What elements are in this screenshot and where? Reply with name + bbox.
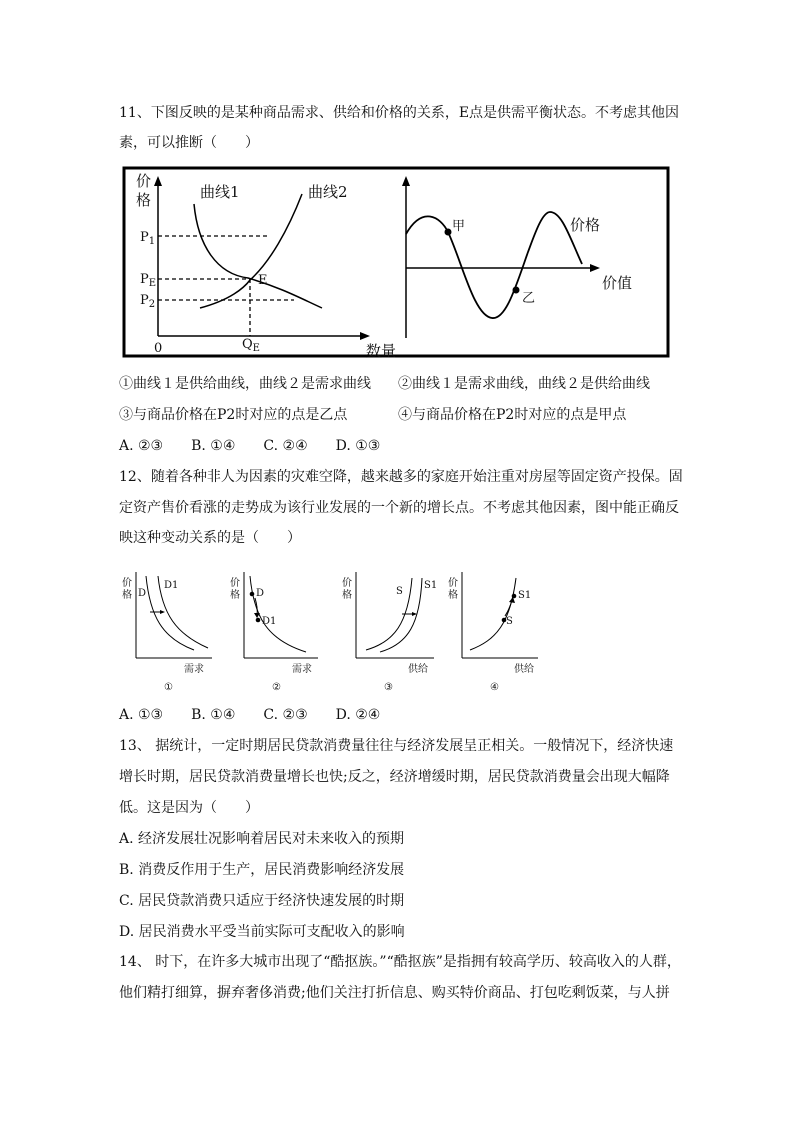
graph-1-label-d1: D1 [164, 580, 179, 591]
x-axis-label: 数量 [366, 342, 397, 360]
supply-demand-graph [136, 172, 396, 360]
qe-label: $Q_E$ [242, 337, 260, 354]
curve2 [200, 194, 302, 308]
point-yi-label: 乙 [522, 291, 536, 306]
graph-2-y-label-1: 价 [230, 578, 240, 589]
q14-stem-line2: 他们精打细算，摒弃奢侈消费;他们关注打折信息、购买特价商品、打包吃剩饭菜，与人拼 [119, 985, 670, 1001]
graph-2-y-label-2: 格 [230, 590, 240, 601]
graph-4-move-arrow [505, 600, 512, 616]
q11-option-1: ①曲线１是供给曲线，曲线２是需求曲线 [119, 376, 371, 392]
q12-stem-line3: 映这种变动关系的是（ ） [119, 530, 301, 546]
price-value-graph [402, 176, 632, 338]
point-yi [513, 287, 520, 294]
graph-3-number: ③ [384, 682, 393, 693]
q12-figures [118, 568, 558, 694]
p1-label: $P_1$ [140, 230, 156, 247]
q13-stem-line2: 增长时期，居民贷款消费量增长也快;反之，经济增缓时期，居民贷款消费量会出现大幅降 [119, 769, 670, 785]
value-label: 价值 [602, 274, 633, 292]
p2-label: $P_2$ [140, 293, 156, 310]
q11-option-4: ④与商品价格在P2时对应的点是甲点 [398, 407, 627, 423]
graph-1-y-label-2: 格 [122, 590, 132, 601]
y-axis-arrow [154, 176, 162, 186]
graph-2-x-label: 需求 [292, 664, 312, 675]
q11-stem-line2: 素，可以推断（ ） [119, 135, 259, 151]
graph-1-number: ① [164, 682, 173, 693]
curve2-label: 曲线2 [308, 183, 348, 201]
graph-1-y-label-1: 价 [122, 578, 132, 589]
q12-stem-line1: 12、随着各种非人为因素的灾难空降，越来越多的家庭开始注重对房屋等固定资产投保。固 [119, 469, 683, 485]
point-jia-label: 甲 [452, 219, 466, 234]
curve1 [194, 204, 322, 308]
q13-option-b: B. 消费反作用于生产，居民消费影响经济发展 [119, 862, 405, 878]
price-curve [406, 212, 582, 318]
q13-stem-line1: 13、 据统计，一定时期居民贷款消费量往往与经济发展呈正相关。一般情况下，经济快速 [119, 738, 674, 754]
q11-option-3: ③与商品价格在P2时对应的点是乙点 [119, 407, 348, 423]
graph-4-label-s: S [506, 616, 513, 627]
vertical-axis-arrow [402, 176, 410, 186]
graph-1 [122, 572, 212, 693]
graph-4 [448, 572, 538, 693]
q11-stem-line1: 11、下图反映的是某种商品需求、供给和价格的关系，E点是供需平衡状态。不考虑其他因 [119, 105, 680, 121]
q11-figure [122, 166, 670, 360]
graph-2-label-d: D [256, 588, 265, 599]
graph-3-label-s1: S1 [424, 580, 438, 591]
graph-4-y-label-1: 价 [448, 578, 458, 589]
q11-option-2: ②曲线１是需求曲线，曲线２是供给曲线 [398, 376, 650, 392]
graph-4-number: ④ [490, 682, 499, 693]
x-axis-arrow [360, 332, 370, 340]
graph-4-point-s1 [512, 594, 517, 599]
graph-3-x-label: 供给 [408, 664, 428, 675]
y-axis-label-1: 价 [136, 172, 152, 190]
graph-2-label-d1: D1 [262, 616, 277, 627]
q12-choices: A. ①③ B. ①④ C. ②③ D. ②④ [119, 707, 381, 723]
graph-2 [230, 572, 318, 693]
graph-4-label-s1: S1 [518, 590, 532, 601]
curve1-label: 曲线1 [200, 183, 240, 201]
graph-4-x-label: 供给 [514, 664, 534, 675]
graph-2-point-d1 [256, 618, 261, 623]
q13-option-d: D. 居民消费水平受当前实际可支配收入的影响 [119, 924, 405, 940]
graph-2-point-d [250, 592, 255, 597]
y-axis-label-2: 格 [136, 191, 152, 209]
graph-3-y-label-2: 格 [342, 590, 352, 601]
value-line-arrow [590, 264, 600, 272]
q13-option-c: C. 居民贷款消费只适应于经济快速发展的时期 [119, 893, 405, 909]
point-jia [445, 229, 452, 236]
graph-1-label-d: D [138, 588, 147, 599]
pe-label: $P_E$ [140, 272, 157, 289]
q11-choices: A. ②③ B. ①④ C. ②④ D. ①③ [119, 438, 381, 454]
q13-option-a: A. 经济发展壮况影响着居民对未来收入的预期 [119, 831, 405, 847]
graph-4-curve [470, 578, 516, 650]
origin-label: 0 [154, 341, 163, 356]
equilibrium-label: E [258, 273, 268, 288]
graph-3-y-label-1: 价 [342, 578, 352, 589]
graph-2-number: ② [272, 682, 281, 693]
q14-stem-line1: 14、 时下，在许多大城市出现了“酷抠族。”“酷抠族”是指拥有较高学历、较高收入的人群， [119, 954, 681, 970]
graph-1-x-label: 需求 [184, 664, 204, 675]
graph-3-label-s: S [396, 586, 403, 597]
q13-stem-line3: 低。这是因为（ ） [119, 800, 259, 816]
q12-stem-line2: 定资产售价看涨的走势成为该行业发展的一个新的增长点。不考虑其他因素，图中能正确反 [119, 500, 679, 516]
graph-4-y-label-2: 格 [448, 590, 458, 601]
graph-3 [342, 572, 437, 693]
price-label: 价格 [570, 216, 601, 234]
